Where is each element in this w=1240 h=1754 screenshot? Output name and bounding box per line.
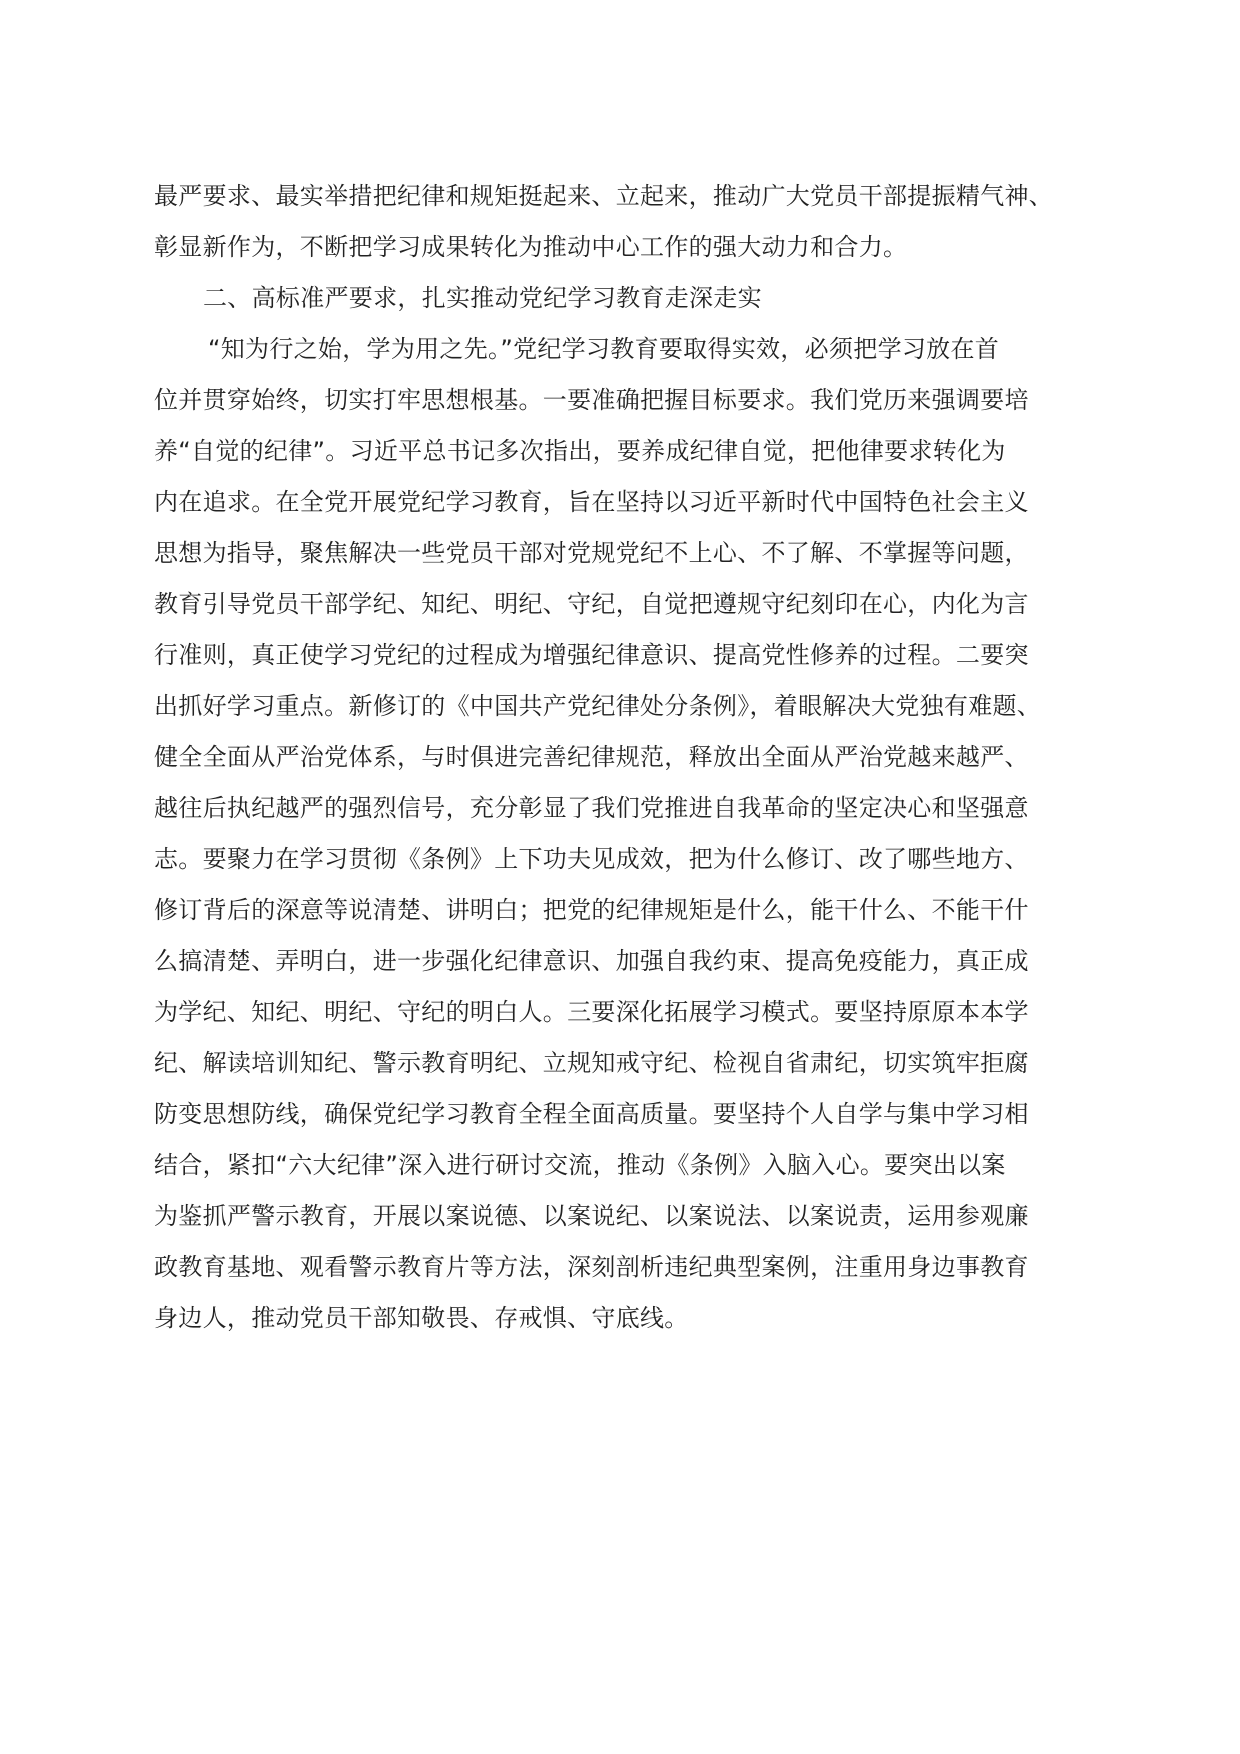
text-line: 出抓好学习重点。新修订的《中国共产党纪律处分条例》，着眼解决大党独有难题、	[154, 692, 1042, 720]
text-line: 最严要求、最实举措把纪律和规矩挺起来、立起来，推动广大党员干部提振精气神、	[154, 182, 1054, 210]
text-line: 健全全面从严治党体系，与时俱进完善纪律规范，释放出全面从严治党越来越严、	[154, 743, 1029, 771]
text-line: 彰显新作为，不断把学习成果转化为推动中心工作的强大动力和合力。	[154, 233, 908, 261]
text-line: 结合，紧扣“六大纪律”深入进行研讨交流，推动《条例》入脑入心。要突出以案	[154, 1151, 1006, 1179]
text-line: 内在追求。在全党开展党纪学习教育，旨在坚持以习近平新时代中国特色社会主义	[154, 488, 1029, 516]
text-line: 行准则，真正使学习党纪的过程成为增强纪律意识、提高党性修养的过程。二要突	[154, 641, 1029, 669]
section-heading: 二、高标准严要求，扎实推动党纪学习教育走深走实	[203, 284, 762, 312]
text-line: 越往后执纪越严的强烈信号，充分彰显了我们党推进自我革命的坚定决心和坚强意	[154, 794, 1029, 822]
text-line: 身边人，推动党员干部知敬畏、存戒惧、守底线。	[154, 1304, 689, 1332]
text-line: 教育引导党员干部学纪、知纪、明纪、守纪，自觉把遵规守纪刻印在心，内化为言	[154, 590, 1029, 618]
text-line: 志。要聚力在学习贯彻《条例》上下功夫见成效，把为什么修订、改了哪些地方、	[154, 845, 1029, 873]
text-line: “知为行之始，学为用之先。”党纪学习教育要取得实效，必须把学习放在首	[208, 335, 1000, 363]
text-line: 么搞清楚、弄明白，进一步强化纪律意识、加强自我约束、提高免疫能力，真正成	[154, 947, 1029, 975]
text-line: 修订背后的深意等说清楚、讲明白；把党的纪律规矩是什么，能干什么、不能干什	[154, 896, 1029, 924]
text-line: 防变思想防线，确保党纪学习教育全程全面高质量。要坚持个人自学与集中学习相	[154, 1100, 1029, 1128]
text-line: 养“自觉的纪律”。习近平总书记多次指出，要养成纪律自觉，把他律要求转化为	[154, 437, 1006, 465]
text-line: 为学纪、知纪、明纪、守纪的明白人。三要深化拓展学习模式。要坚持原原本本学	[154, 998, 1029, 1026]
text-line: 纪、解读培训知纪、警示教育明纪、立规知戒守纪、检视自省肃纪，切实筑牢拒腐	[154, 1049, 1029, 1077]
text-line: 为鉴抓严警示教育，开展以案说德、以案说纪、以案说法、以案说责，运用参观廉	[154, 1202, 1029, 1230]
text-line: 思想为指导，聚焦解决一些党员干部对党规党纪不上心、不了解、不掌握等问题，	[154, 539, 1029, 567]
text-line: 位并贯穿始终，切实打牢思想根基。一要准确把握目标要求。我们党历来强调要培	[154, 386, 1029, 414]
text-line: 政教育基地、观看警示教育片等方法，深刻剖析违纪典型案例，注重用身边事教育	[154, 1253, 1029, 1281]
